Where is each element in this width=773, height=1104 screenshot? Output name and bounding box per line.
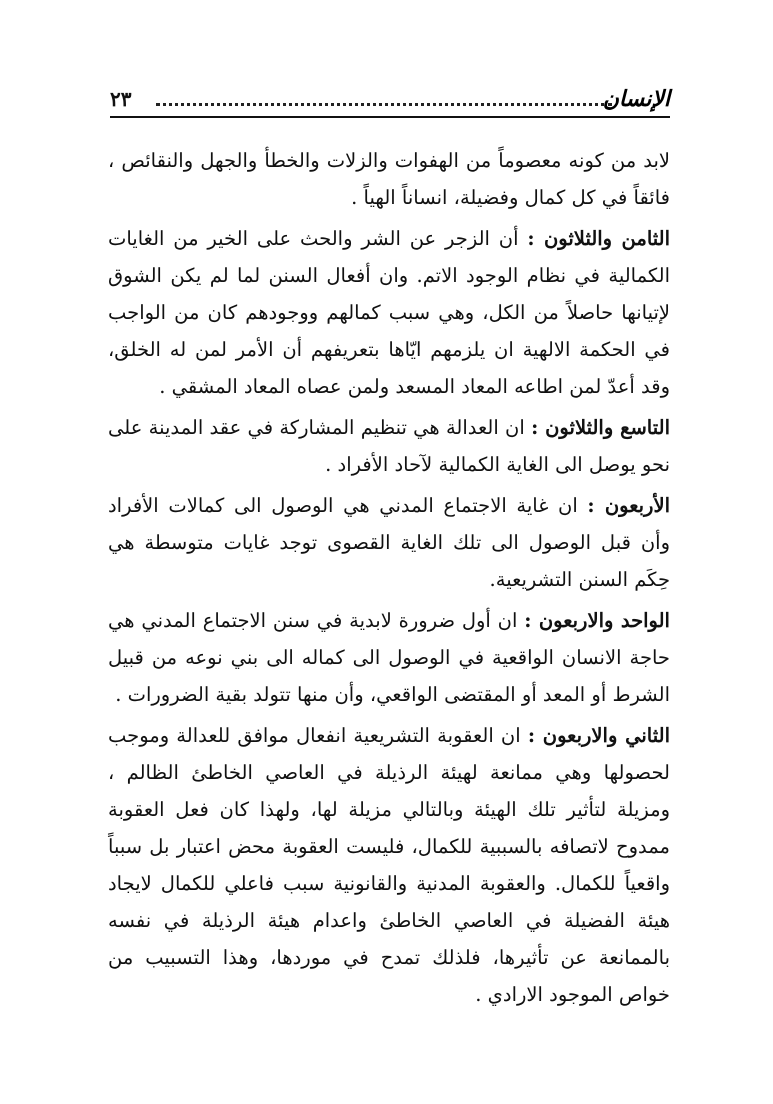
paragraph-41	[108, 602, 670, 713]
paragraph-text: ان أول ضرورة لابدية في سنن الاجتماع المدني هي حاجة الانسان الواقعية في الوصول الى كماله الى بني نوعه من قبيل الشرط أو المعد أو المقتضى الواقعي، وأن منها تتولد بقية الضرورات .	[108, 609, 670, 706]
paragraph-text: لابد من كونه معصوماً من الهفوات والزلات والخطأ والجهل والنقائص ، فائقاً في كل كمال وفضيلة، انساناً الهياً .	[108, 149, 670, 209]
paragraph-heading: الواحد والاربعون :	[524, 609, 670, 632]
body-text	[108, 142, 670, 1017]
paragraph-text: أن الزجر عن الشر والحث على الخير من الغايات الكمالية في نظام الوجود الاتم. وان أفعال السنن لما لم يكن الشوق لإتيانها حاصلاً من الكل، وهي سبب كمالهم ووجودهم كان من الواجب في الحكمة الالهية ان يلزمهم ايّاها بتعريفهم أن الأمر لمن له الخلق، وقد أعدّ لمن اطاعه المعاد المسعد ولمن عصاه المعاد المشقي .	[108, 227, 670, 398]
paragraph-39	[108, 409, 670, 483]
paragraph-heading: الثامن والثلاثون :	[527, 227, 670, 250]
paragraph-40	[108, 487, 670, 598]
page-header	[110, 84, 670, 118]
paragraph-heading: الأربعون :	[587, 494, 671, 517]
paragraph-42	[108, 717, 670, 1013]
running-head: الإنسان	[602, 86, 670, 112]
paragraph-text: ان غاية الاجتماع المدني هي الوصول الى كمالات الأفراد وأن قبل الوصول الى تلك الغاية القصوى توجد غايات متوسطة هي حِكَم السنن التشريعية.	[108, 494, 670, 591]
paragraph-heading: الثاني والاربعون :	[527, 724, 670, 747]
header-rule	[110, 116, 670, 118]
header-dot-leader	[156, 103, 612, 106]
paragraph-continuation	[108, 142, 670, 216]
paragraph-text: ان العدالة هي تنظيم المشاركة في عقد المدينة على نحو يوصل الى الغاية الكمالية لآحاد الأفراد .	[108, 416, 670, 476]
page-number: ٢٣	[110, 87, 132, 111]
paragraph-38	[108, 220, 670, 405]
paragraph-text: ان العقوبة التشريعية انفعال موافق للعدالة وموجب لحصولها وهي ممانعة لهيئة الرذيلة في العاصي الخاطئ الظالم ، ومزيلة لتأثير تلك الهيئة وبالتالي مزيلة لها، ولهذا كان فعل العقوبة ممدوح لاتصافه بالسببية للكمال، فليست العقوبة محض اعتبار بل سبباً واقعياً للكمال. والعقوبة المدنية والقانونية سبب فاعلي للكمال لايجاد هيئة الفضيلة في العاصي الخاطئ واعدام هيئة الرذيلة في نفسه بالممانعة عن تأثيرها، فلذلك تمدح في موردها، وهذا التسبيب من خواص الموجود الارادي .	[108, 724, 670, 1006]
paragraph-heading: التاسع والثلاثون :	[531, 416, 670, 439]
